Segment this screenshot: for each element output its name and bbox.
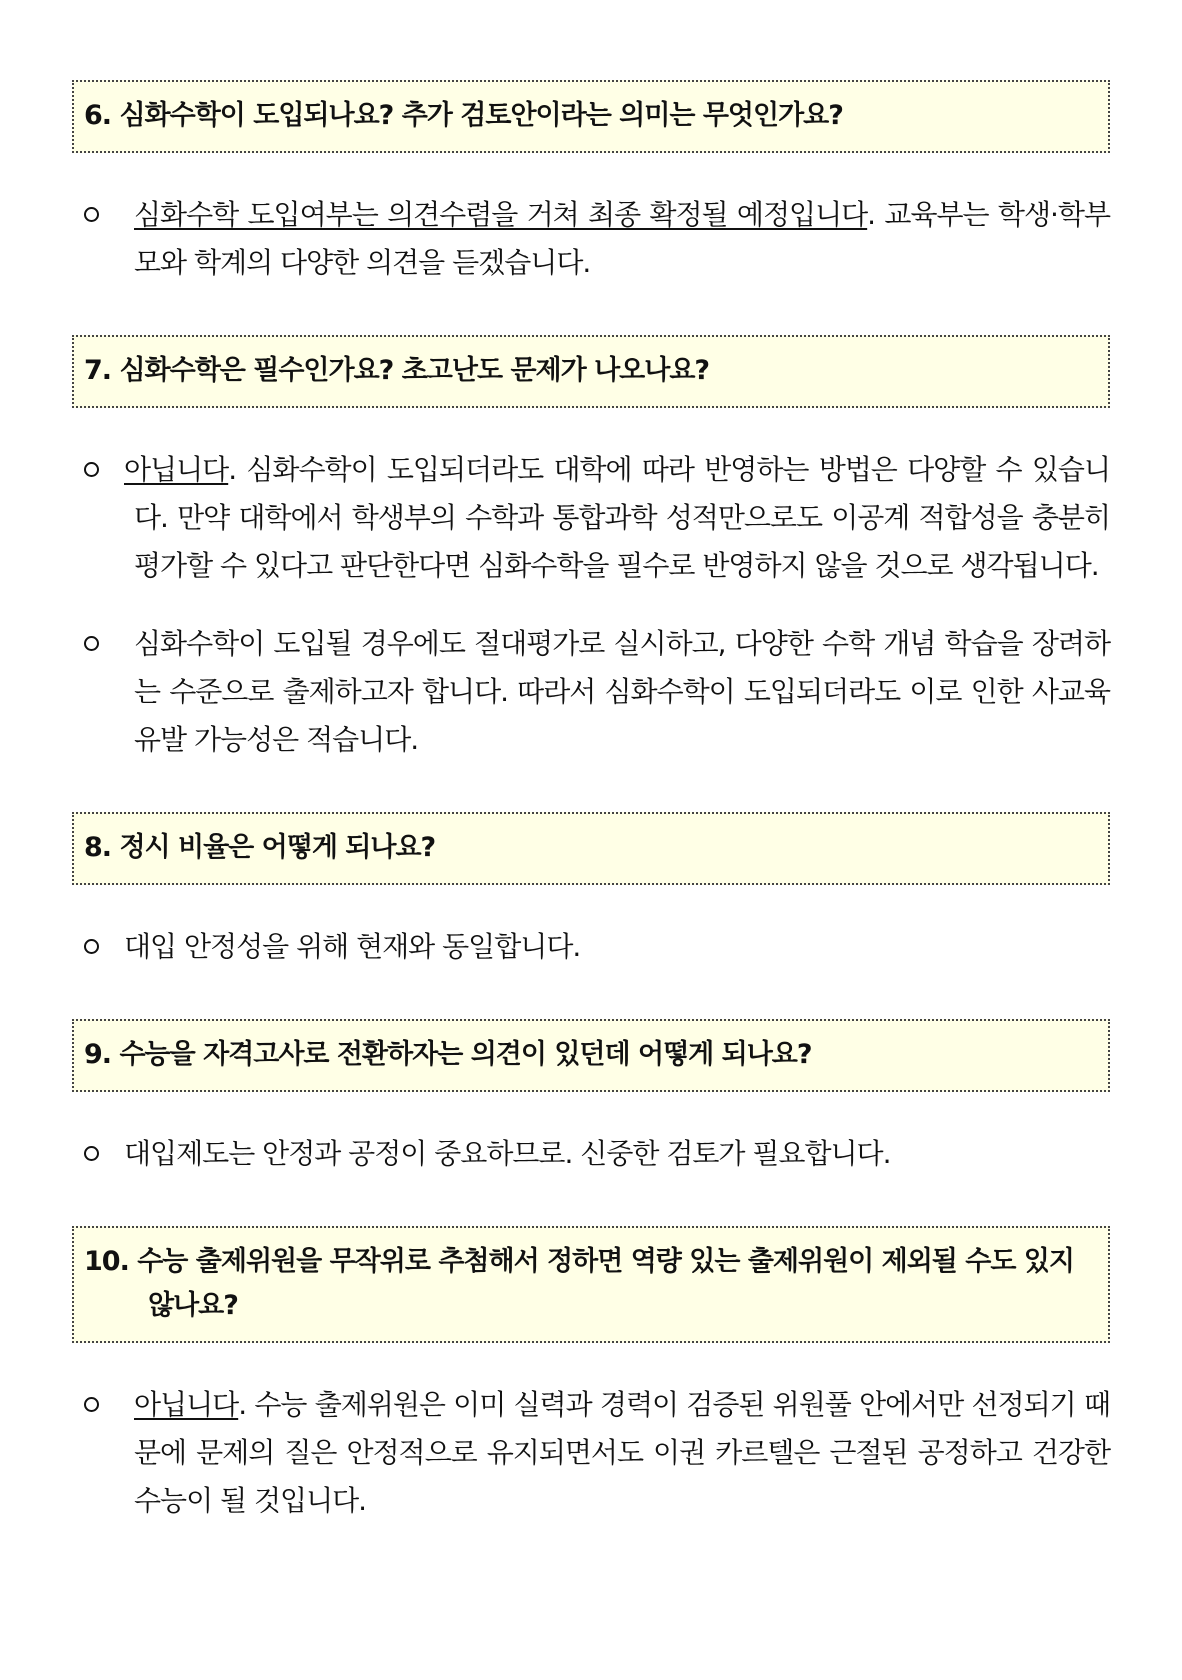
answer-emphasis: 심화수학 도입여부는 의견수렴을 거쳐 최종 확정될 예정입니다 <box>134 198 868 231</box>
circle-bullet-icon <box>84 636 99 651</box>
answer-item <box>72 923 1110 971</box>
circle-bullet-icon <box>84 462 99 477</box>
answer-item <box>72 446 1110 590</box>
question-box <box>72 1226 1110 1343</box>
answer-text: . 수능 출제위원은 이미 실력과 경력이 검증된 위원풀 안에서만 선정되기 때문에 문제의 질은 안정적으로 유지되면서도 이권 카르텔은 근절된 공정하고 건강한 수능이 될 것입니다. <box>134 1388 1110 1517</box>
answer-item <box>72 191 1110 287</box>
circle-bullet-icon <box>84 207 99 222</box>
question-box <box>72 335 1110 408</box>
answer-text: 대입 안정성을 위해 현재와 동일합니다. <box>124 930 581 963</box>
circle-bullet-icon <box>84 1397 99 1412</box>
answer-text: 심화수학이 도입될 경우에도 절대평가로 실시하고, 다양한 수학 개념 학습을 장려하는 수준으로 출제하고자 합니다. 따라서 심화수학이 도입되더라도 이로 인한 사교육 유발 가능성은 적습니다. <box>134 627 1110 756</box>
answer-emphasis: 아닙니다 <box>134 1388 239 1421</box>
answer-text: . 심화수학이 도입되더라도 대학에 따라 반영하는 방법은 다양할 수 있습니다. 만약 대학에서 학생부의 수학과 통합과학 성적만으로도 이공계 적합성을 충분히 평가할 수 있다고 판단한다면 심화수학을 필수로 반영하지 않을 것으로 생각됩니다. <box>134 453 1110 582</box>
question-box <box>72 812 1110 885</box>
answer-item <box>72 1130 1110 1178</box>
answer-item <box>72 1381 1110 1525</box>
question-box <box>72 1019 1110 1092</box>
question-text: 7. 심화수학은 필수인가요? 초고난도 문제가 나오나요? <box>84 355 710 386</box>
answer-emphasis: 아닙니다 <box>124 453 229 486</box>
question-box <box>72 80 1110 153</box>
circle-bullet-icon <box>84 1146 99 1161</box>
answer-item <box>72 620 1110 764</box>
circle-bullet-icon <box>84 939 99 954</box>
faq-page <box>72 80 1110 1525</box>
question-text: 10. 수능 출제위원을 무작위로 추첨해서 정하면 역량 있는 출제위원이 제외될 수도 있지 않나요? <box>84 1246 1075 1321</box>
answer-text: . 교육부는 학생·학부모와 학계의 다양한 의견을 듣겠습니다. <box>134 198 1110 279</box>
question-text: 9. 수능을 자격고사로 전환하자는 의견이 있던데 어떻게 되나요? <box>84 1039 812 1070</box>
question-text: 6. 심화수학이 도입되나요? 추가 검토안이라는 의미는 무엇인가요? <box>84 100 843 131</box>
question-text: 8. 정시 비율은 어떻게 되나요? <box>84 832 436 863</box>
answer-text: 대입제도는 안정과 공정이 중요하므로. 신중한 검토가 필요합니다. <box>124 1137 891 1170</box>
